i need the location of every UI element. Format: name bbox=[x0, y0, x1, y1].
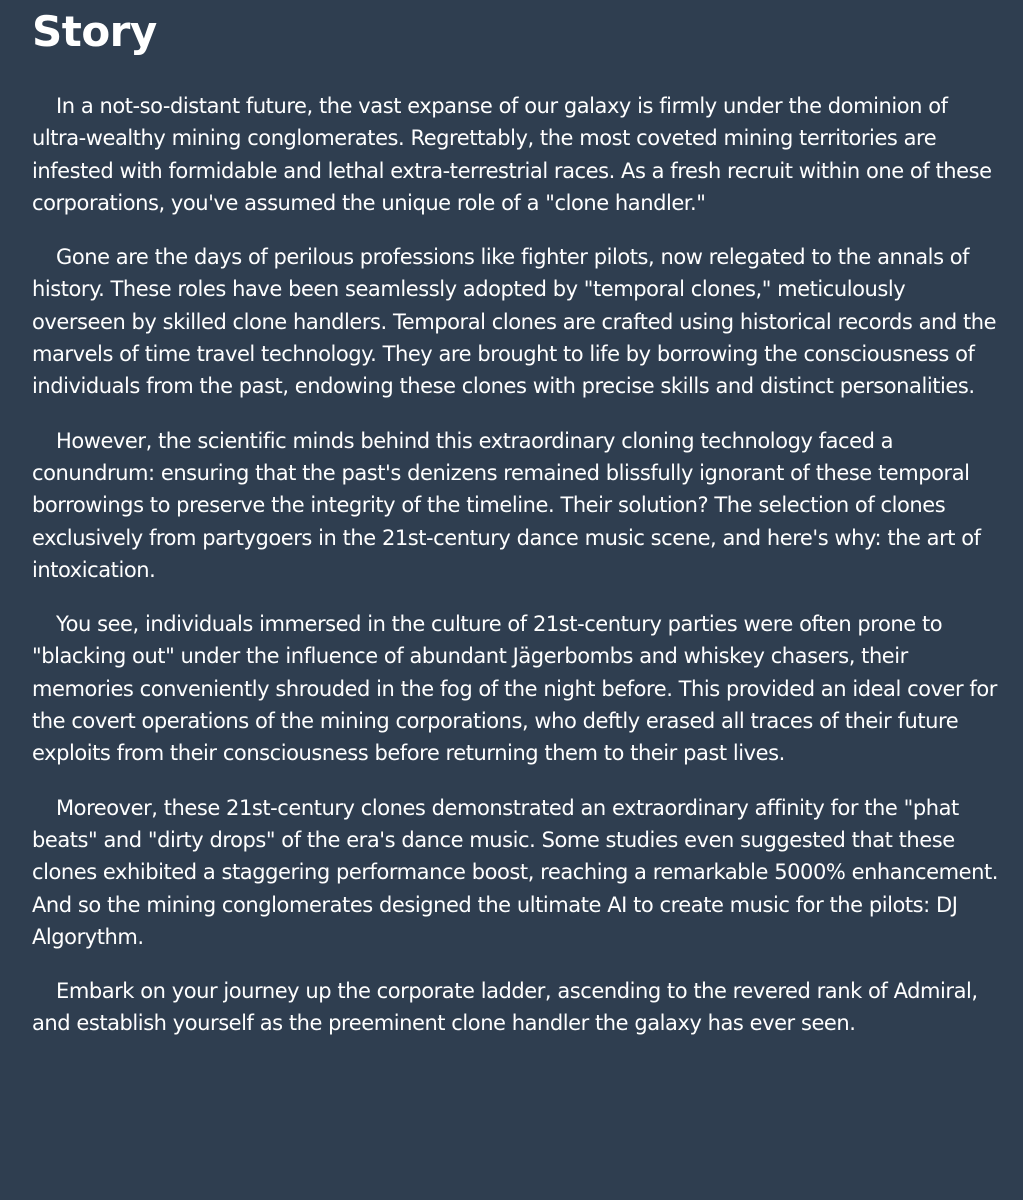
story-paragraph-3: However, the scientific minds behind this extraordinary cloning technology faced a conundrum: ensuring that the past's denizens remained blissfully ignorant of these temporal borrowings to preserve the integrity of the timeline. Their solution? The selection of clones exclusively from partygoers in the 21st-century dance music scene, and here's why: the art of intoxication. bbox=[32, 428, 981, 582]
story-paragraph-6: Embark on your journey up the corporate ladder, ascending to the revered rank of Admiral, and establish yourself as the preeminent clone handler the galaxy has ever seen. bbox=[32, 979, 978, 1036]
story-paragraph-5: Moreover, these 21st-century clones demonstrated an extraordinary affinity for the "phat beats" and "dirty drops" of the era's dance music. Some studies even suggested that these clones exhibited a staggering performance boost, reaching a remarkable 5000% enhancement. And so the mining conglomerates designed the ultimate AI to create music for the pilots: DJ Algorythm. bbox=[32, 795, 998, 949]
page-title: Story bbox=[32, 7, 157, 56]
story-paragraph-1: In a not-so-distant future, the vast expanse of our galaxy is firmly under the dominion of ultra-wealthy mining conglomerates. Regrettably, the most coveted mining territories are infested with formidable and lethal extra-terrestrial races. As a fresh recruit within one of these corporations, you've assumed the unique role of a "clone handler." bbox=[32, 94, 992, 215]
story-paragraph-2: Gone are the days of perilous professions like fighter pilots, now relegated to the annals of history. These roles have been seamlessly adopted by "temporal clones," meticulously overseen by skilled clone handlers. Temporal clones are crafted using historical records and the marvels of time travel technology. They are brought to life by borrowing the consciousness of individuals from the past, endowing these clones with precise skills and distinct personalities. bbox=[32, 245, 997, 399]
story-body bbox=[32, 90, 1003, 1040]
story-paragraph-4: You see, individuals immersed in the culture of 21st-century parties were often prone to "blacking out" under the influence of abundant Jägerbombs and whiskey chasers, their memories conveniently shrouded in the fog of the night before. This provided an ideal cover for the covert operations of the mining corporations, who deftly erased all traces of their future exploits from their consciousness before returning them to their past lives. bbox=[32, 612, 997, 766]
